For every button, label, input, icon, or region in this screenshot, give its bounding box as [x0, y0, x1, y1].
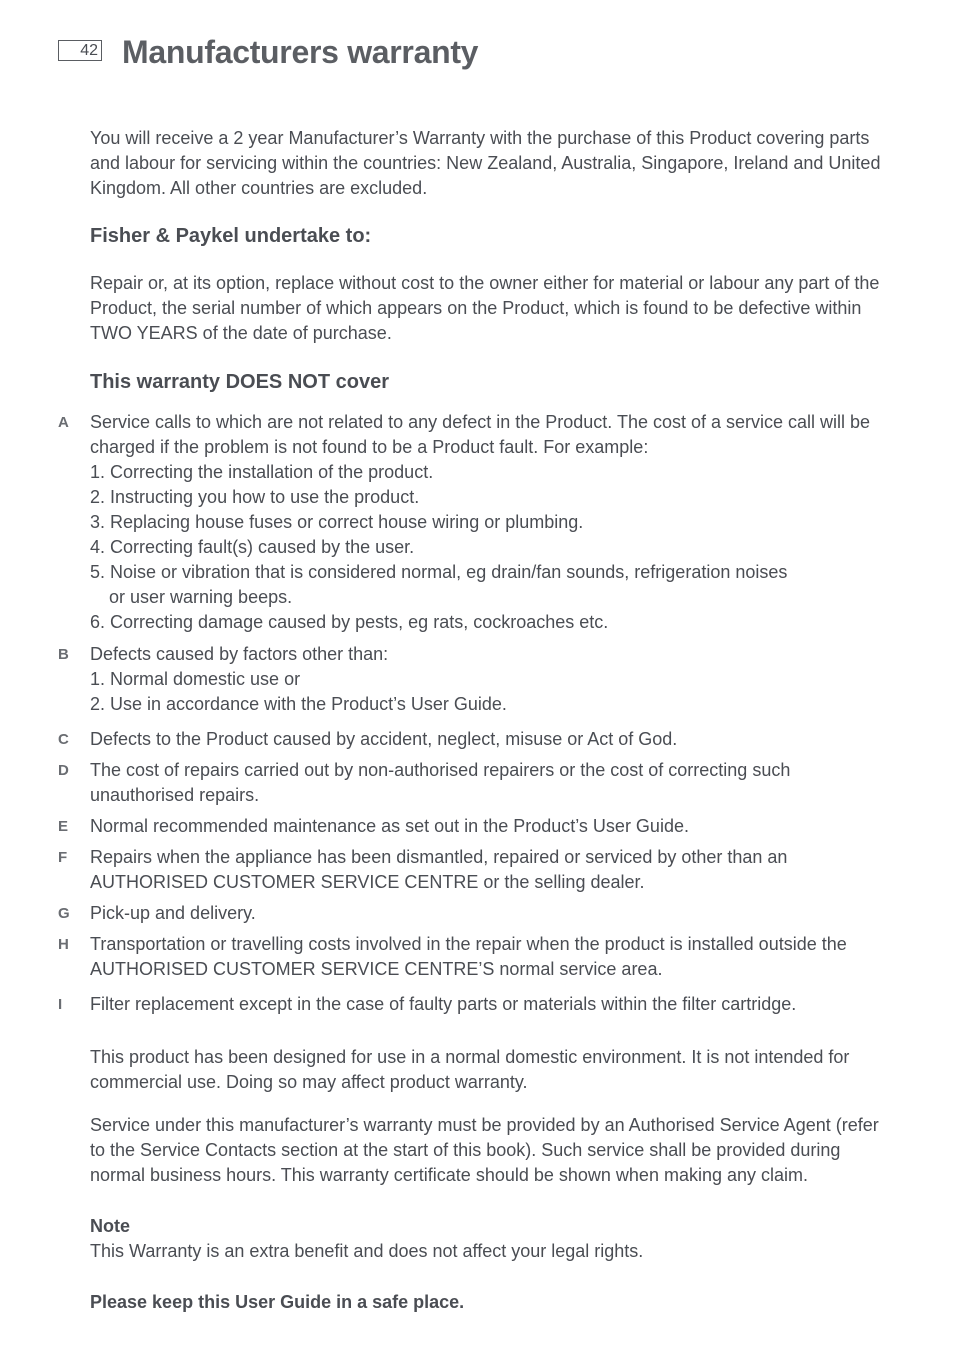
exclusion-item-c: [58, 727, 898, 752]
exclusion-item-f: [58, 845, 898, 895]
service-paragraph: Service under this manufacturer’s warranty must be provided by an Authorised Service Agent (refer to the Service Contacts section at the start of this book). Such service shall be provided during normal business hours. This warranty certificate should be shown when making any claim.: [90, 1115, 879, 1185]
note-text: This Warranty is an extra benefit and does not affect your legal rights.: [90, 1241, 644, 1261]
exclusion-item-g: [58, 901, 898, 926]
warranty-content: [58, 126, 898, 1315]
sub-item: 1. Correcting the installation of the product.: [90, 462, 434, 482]
item-letter: H: [58, 936, 69, 953]
sub-item: 5. Noise or vibration that is considered normal, eg drain/fan sounds, refrigeration noises: [90, 562, 788, 582]
item-letter: B: [58, 646, 69, 663]
exclusion-item-d: [58, 758, 898, 808]
item-text: Pick-up and delivery.: [90, 903, 256, 923]
exclusion-item-i: [58, 992, 898, 1017]
undertake-paragraph: Repair or, at its option, replace without cost to the owner either for material or labour any part of the Product, the serial number of which appears on the Product, which is found to be defective within TWO YEARS of the date of purchase.: [90, 273, 880, 343]
sub-item: 6. Correcting damage caused by pests, eg rats, cockroaches etc.: [90, 612, 609, 632]
sub-item: 3. Replacing house fuses or correct house wiring or plumbing.: [90, 512, 584, 532]
item-letter: A: [58, 414, 69, 431]
undertake-heading: Fisher & Paykel undertake to:: [90, 225, 372, 247]
page-title: Manufacturers warranty: [122, 34, 479, 70]
intro-paragraph: You will receive a 2 year Manufacturer’s Warranty with the purchase of this Product covering parts and labour for servicing within the countries: New Zealand, Australia, Singapore, Ireland and United Kingdom. All other countries are excluded.: [90, 128, 881, 198]
sub-item: 1. Normal domestic use or: [90, 669, 301, 689]
item-text: Transportation or travelling costs involved in the repair when the product is installed outside the AUTHORISED CUSTOMER SERVICE CENTRE’S normal service area.: [90, 934, 847, 979]
not-covered-heading: This warranty DOES NOT cover: [90, 371, 389, 393]
item-letter: E: [58, 818, 69, 835]
page-number: 42: [58, 40, 102, 61]
item-letter: G: [58, 905, 70, 922]
closing-statement: Please keep this User Guide in a safe place.: [90, 1292, 465, 1312]
item-text: The cost of repairs carried out by non-authorised repairers or the cost of correcting such unauthorised repairs.: [90, 760, 791, 805]
item-text: Service calls to which are not related to any defect in the Product. The cost of a service call will be charged if the problem is not found to be a Product fault. For example:: [90, 412, 871, 457]
exclusion-item-h: [58, 932, 898, 982]
note-label: Note: [90, 1216, 130, 1236]
item-text: Repairs when the appliance has been dismantled, repaired or serviced by other than an AUTHORISED CUSTOMER SERVICE CENTRE or the selling dealer.: [90, 847, 788, 892]
domestic-use-paragraph: This product has been designed for use in a normal domestic environment. It is not intended for commercial use. Doing so may affect product warranty.: [90, 1047, 850, 1092]
item-text: Normal recommended maintenance as set out in the Product’s User Guide.: [90, 816, 689, 836]
item-letter: I: [58, 996, 63, 1013]
item-letter: C: [58, 731, 69, 748]
item-letter: D: [58, 762, 69, 779]
item-text: Defects to the Product caused by accident, neglect, misuse or Act of God.: [90, 729, 678, 749]
item-text: Defects caused by factors other than:: [90, 644, 389, 664]
item-letter: F: [58, 849, 68, 866]
exclusion-item-a: [58, 410, 898, 635]
sub-item-continuation: or user warning beeps.: [109, 587, 293, 607]
sub-item: 2. Instructing you how to use the product.: [90, 487, 420, 507]
sub-item: 4. Correcting fault(s) caused by the user.: [90, 537, 415, 557]
exclusion-item-b: [58, 642, 898, 717]
item-text: Filter replacement except in the case of faulty parts or materials within the filter cartridge.: [90, 994, 797, 1014]
sub-item: 2. Use in accordance with the Product’s User Guide.: [90, 694, 507, 714]
exclusion-item-e: [58, 814, 898, 839]
